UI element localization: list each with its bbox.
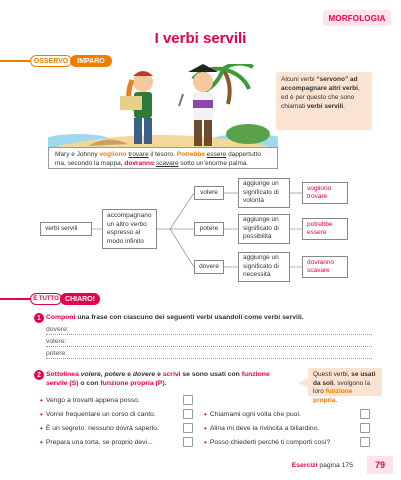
speech-text: sotto un’enorme palma. [178, 160, 249, 167]
exercise-item-text: È un segreto: nessuno dovrà saperlo. [45, 425, 159, 432]
exercise-1-text: una frase con ciascuno dei seguenti verbi usandoli come verbi servili. [75, 314, 304, 321]
answer-checkbox[interactable] [183, 409, 193, 419]
exercise-item-text: Vengo a trovarti appena posso. [45, 397, 140, 404]
answer-line-volere[interactable]: volere: [46, 337, 372, 347]
speech-infinitive: scavare [155, 160, 179, 167]
exercise-2-text: e [127, 371, 131, 378]
bullet-icon: • [204, 410, 207, 419]
info-text: Alcuni verbi [281, 76, 317, 83]
diagram-meaning-necessita: aggiunge un significato di necessità [238, 252, 290, 282]
exercise-2-verb: scrivi [162, 371, 181, 378]
answer-checkbox[interactable] [360, 423, 370, 433]
exercise-item-text: Alina mi deve la rivincita a biliardino. [209, 425, 320, 432]
diagram-verb-potere: potere [194, 222, 224, 236]
diagram-example-potere: potrebbe essere [302, 218, 348, 240]
exercise-item [40, 396, 140, 405]
imparo-label: IMPARO [70, 55, 112, 67]
exercise-item [204, 438, 330, 447]
diagram-verb-dovere: dovere [194, 260, 224, 274]
exercise-2-text: e [157, 371, 163, 378]
exercise-item-text: Vorrei frequentare un corso di canto. [45, 411, 156, 418]
answer-checkbox[interactable] [183, 437, 193, 447]
exercise-2-text: . [164, 380, 167, 387]
answer-checkbox[interactable] [360, 409, 370, 419]
speech-infinitive: trovare [128, 151, 149, 158]
exercise-2-verb: Sottolinea [46, 371, 79, 378]
exercise-2-text: dovere [131, 371, 158, 378]
exercise-item [204, 424, 319, 433]
info-text: , ed è per questo che sono chiamati [281, 85, 360, 110]
osservo-label: OSSERVO [30, 55, 72, 67]
speech-text: il tesoro. [148, 151, 177, 158]
exercise-reference[interactable] [292, 462, 353, 469]
info-text-highlight: verbi servili [307, 103, 344, 110]
exercise-item [40, 424, 159, 433]
diagram-root: verbi servili [40, 222, 92, 236]
page-title: I verbi servili [154, 30, 247, 47]
diagram-verb-volere: volere [194, 186, 224, 200]
bullet-icon: • [40, 424, 43, 433]
note-box [308, 368, 382, 404]
speech-verb-servile: dovranno [124, 160, 154, 167]
answer-checkbox[interactable] [183, 395, 193, 405]
diagram-definition: accompagnano un altro verbo espresso al modo infinito [102, 209, 157, 249]
exercise-1-instruction [46, 313, 376, 322]
note-text: Questi verbi, [313, 371, 352, 378]
diagram-example-dovere: dovranno scavare [302, 256, 348, 278]
diagram-meaning-volonta: aggiunge un significato di volontà [238, 178, 290, 208]
note-arrow [298, 378, 308, 388]
diagram-example-volere: vogliono trovare [302, 182, 348, 204]
note-text-highlight: funzione propria [313, 388, 353, 404]
note-text-bold: se usati da soli [313, 371, 376, 387]
speech-verb-servile: Potrebbe [176, 151, 205, 158]
exercise-2-text: volere, potere [78, 371, 128, 378]
info-text: . [343, 103, 345, 110]
bullet-icon: • [40, 438, 43, 447]
exercise-2-number: 2 [34, 370, 44, 380]
speech-text: dappertutto ma, secondo la mappa, [55, 151, 261, 167]
note-text: , svolgono la loro [313, 379, 371, 395]
exercise-2-text: se sono usati con [180, 371, 242, 378]
answer-line-potere[interactable]: potere: [46, 349, 372, 359]
exercise-1-number: 1 [34, 313, 44, 323]
footer-text: pagina 175 [317, 462, 353, 469]
page-number: 79 [367, 456, 393, 474]
bullet-icon: • [204, 424, 207, 433]
exercise-1-verb: Componi [46, 314, 76, 321]
exercise-item [40, 438, 153, 447]
bullet-icon: • [40, 410, 43, 419]
answer-checkbox[interactable] [183, 423, 193, 433]
speech-verb-servile: vogliono [99, 151, 127, 158]
bullet-icon: • [204, 438, 207, 447]
exercise-item-text: Posso chiederti perché ti comporti così? [209, 439, 331, 446]
exercise-2-instruction [46, 370, 286, 388]
speech-text: Mary e Johnny [55, 151, 100, 158]
answer-checkbox[interactable] [360, 437, 370, 447]
chiaro-label: CHIARO! [60, 293, 100, 305]
speech-infinitive: essere [206, 151, 227, 158]
bullet-icon: • [40, 396, 43, 405]
footer-label: Esercizi [291, 462, 318, 469]
section-tab: MORFOLOGIA [323, 10, 391, 26]
diagram-meaning-possibilita: aggiunge un significato di possibilità [238, 214, 290, 244]
exercise-2-text: o con [78, 380, 101, 387]
answer-line-dovere[interactable]: dovere: [46, 325, 372, 335]
info-text-bold: “servono” ad accompagnare altri verbi [281, 76, 358, 92]
exercise-item-text: Chiamami ogni volta che puoi. [209, 411, 301, 418]
exercise-item [40, 410, 156, 419]
tutto-label: È TUTTO [30, 293, 62, 305]
exercise-item-text: Prepara una torta, se proprio devi... [45, 439, 153, 446]
exercise-2-highlight: funzione servile (S) [46, 371, 270, 387]
exercise-2-highlight: funzione propria (P) [100, 380, 165, 387]
note-text: . [335, 396, 338, 404]
exercise-item [204, 410, 301, 419]
tutto-chiaro-line [0, 298, 30, 300]
